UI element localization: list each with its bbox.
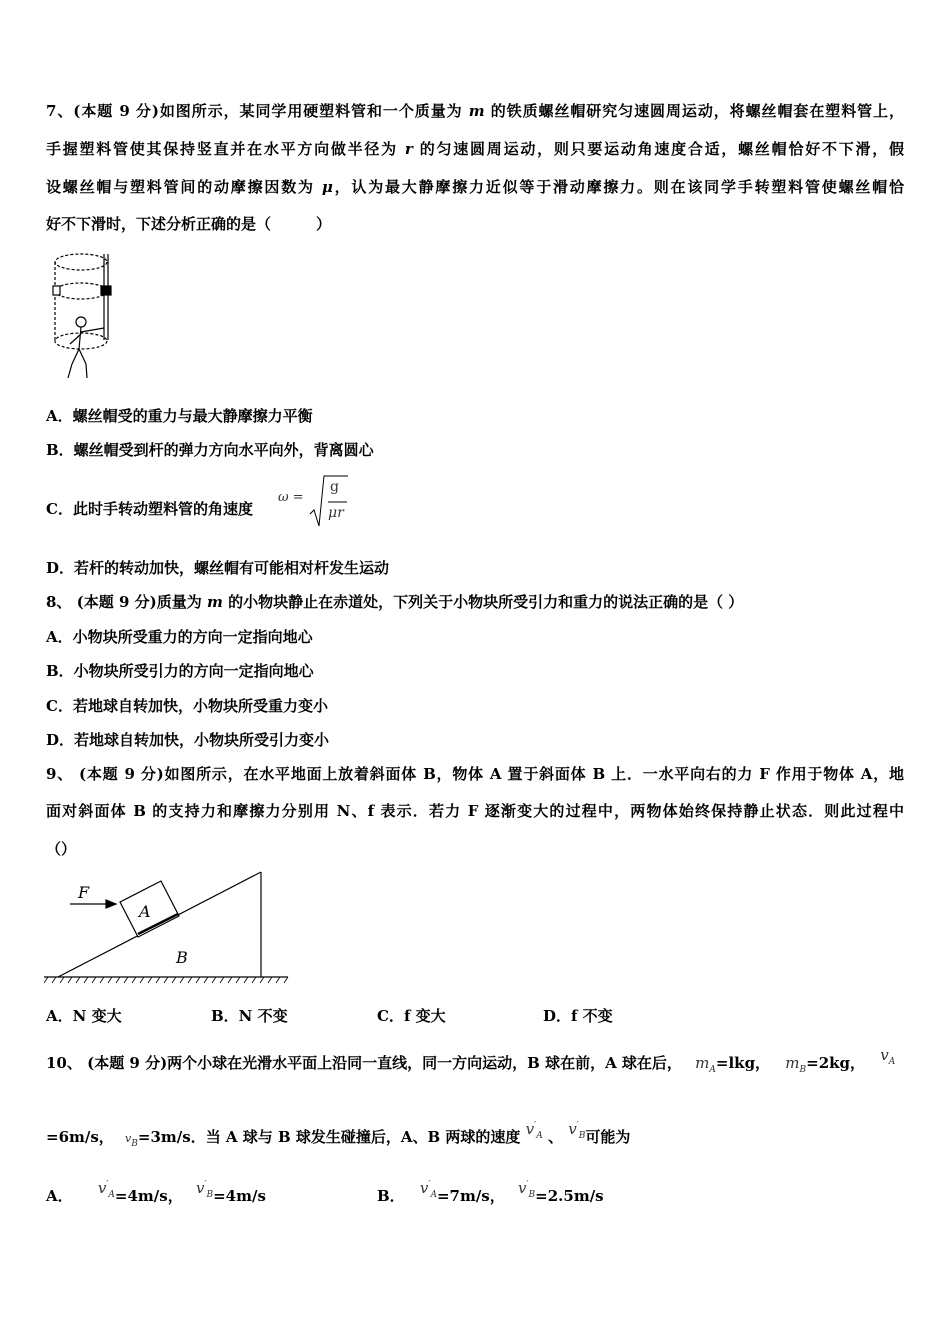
q10-option-b-vB: $v'_B$ — [518, 1179, 536, 1200]
q7-text: 7、(本题 9 分)如图所示，某同学用硬塑料管和一个质量为 — [46, 102, 469, 120]
q7-option-d[interactable]: D．若杆的转动加快，螺丝帽有可能相对杆发生运动 — [46, 559, 390, 577]
q10-mB: $m_B$ — [785, 1054, 807, 1075]
q10-mA: $m_A$ — [695, 1054, 716, 1075]
q10-vA-value: =6m/s， — [46, 1128, 114, 1146]
formula-denominator: μr — [328, 505, 344, 521]
q9-fig-label-f: F — [78, 883, 90, 902]
q8-option-b[interactable]: B．小物块所受引力的方向一定指向地心 — [46, 662, 314, 680]
formula-numerator: g — [330, 479, 339, 495]
q10-mB-value: =2kg， — [806, 1054, 866, 1072]
q7-text: 手握塑料管使其保持竖直并在水平方向做半径为 — [46, 140, 405, 158]
q9-option-b[interactable]: B．N 不变 — [211, 1007, 288, 1025]
q9-option-a[interactable]: A．N 变大 — [46, 1007, 122, 1025]
q9-option-c[interactable]: C．f 变大 — [377, 1007, 446, 1025]
q7-text: ，认为最大静摩擦力近似等于滑动摩擦力。则在该同学手转塑料管使螺丝帽恰 — [332, 178, 904, 196]
q8-stem — [46, 592, 743, 612]
q10-option-a-v2: =4m/s — [213, 1187, 266, 1205]
q10-vA-prime: $v'_A$ — [525, 1120, 543, 1141]
q7-stem-line4 — [46, 214, 331, 234]
q7-stem-line1 — [46, 101, 904, 121]
q9-stem-line1: 9、 (本题 9 分)如图所示，在水平地面上放着斜面体 B，物体 A 置于斜面体 B 上．一水平向右的力 F 作用于物体 A，地 — [46, 765, 904, 783]
omega-symbol: ω = — [278, 490, 304, 505]
q10-option-b-vA: $v'_A$ — [419, 1179, 437, 1200]
q9-stem-line3: （） — [46, 840, 77, 858]
q8-text: 的小物块静止在赤道处，下列关于小物块所受引力和重力的说法正确的是（ ） — [222, 593, 744, 611]
q10-vB-value: =3m/s．当 A 球与 B 球发生碰撞后，A、B 两球的速度 — [137, 1128, 521, 1146]
q7-option-c-text: C．此时手转动塑料管的角速度 — [46, 500, 253, 518]
q8-option-c[interactable]: C．若地球自转加快，小物块所受重力变小 — [46, 697, 328, 715]
q9-fig-label-b: B — [176, 948, 188, 967]
q10-option-b-v1: =7m/s， — [436, 1187, 505, 1205]
q7-stem-line2 — [46, 139, 904, 159]
q7-stem-line3 — [46, 177, 904, 197]
q10-separator: 、 — [547, 1128, 563, 1146]
q10-stem-line2 — [46, 1120, 631, 1150]
q10-option-a-vA: $v'_A$ — [97, 1179, 115, 1200]
q7-text: 好不下滑时，下述分析正确的是（ ） — [46, 215, 332, 233]
q8-text: 8、 (本题 9 分)质量为 — [46, 593, 207, 611]
q7-var-m: m — [468, 102, 485, 120]
q10-tail: 可能为 — [585, 1128, 631, 1146]
q10-option-a[interactable] — [46, 1179, 266, 1209]
q10-vA: $v_A$ — [880, 1046, 896, 1067]
q10-text: 10、 (本题 9 分)两个小球在光滑水平面上沿同一直线，同一方向运动，B 球在前，A 球在后， — [46, 1054, 682, 1072]
q10-vB: $v_B$ — [125, 1132, 138, 1149]
q9-figure — [44, 866, 290, 990]
q9-option-d[interactable]: D．f 不变 — [543, 1007, 613, 1025]
q10-stem-line1 — [46, 1046, 896, 1076]
q7-option-c[interactable] — [46, 499, 253, 519]
q10-option-a-vB: $v'_B$ — [195, 1179, 214, 1200]
q7-text: 的匀速圆周运动，则只要运动角速度合适，螺丝帽恰好不下滑，假 — [412, 140, 904, 158]
q7-var-r: r — [404, 140, 413, 158]
q7-option-a[interactable]: A．螺丝帽受的重力与最大静摩擦力平衡 — [46, 407, 313, 425]
q7-text: 设螺丝帽与塑料管间的动摩擦因数为 — [46, 178, 322, 196]
q7-text: 的铁质螺丝帽研究匀速圆周运动，将螺丝帽套在塑料管上， — [484, 102, 904, 120]
q10-option-b-v2: =2.5m/s — [535, 1187, 604, 1205]
q7-figure — [46, 248, 122, 384]
q9-stem-line2: 面对斜面体 B 的支持力和摩擦力分别用 N、f 表示．若力 F 逐渐变大的过程中，两物体始终保持静止状态．则此过程中 — [46, 802, 904, 820]
q10-option-b[interactable] — [377, 1179, 604, 1209]
q10-mA-value: =lkg， — [715, 1054, 771, 1072]
q10-option-a-label: A． — [46, 1187, 73, 1205]
q7-omega-formula — [278, 474, 358, 530]
q9-fig-label-a: A — [139, 902, 151, 921]
q10-vB-prime: $v'_B$ — [568, 1120, 586, 1141]
q8-var-m: m — [206, 593, 223, 611]
q8-option-d[interactable]: D．若地球自转加快，小物块所受引力变小 — [46, 731, 330, 749]
q7-var-mu: μ — [321, 178, 333, 196]
q10-option-b-label: B． — [377, 1187, 405, 1205]
q7-option-b[interactable]: B．螺丝帽受到杆的弹力方向水平向外，背离圆心 — [46, 441, 374, 459]
q10-option-a-v1: =4m/s， — [114, 1187, 183, 1205]
q8-option-a[interactable]: A．小物块所受重力的方向一定指向地心 — [46, 628, 313, 646]
